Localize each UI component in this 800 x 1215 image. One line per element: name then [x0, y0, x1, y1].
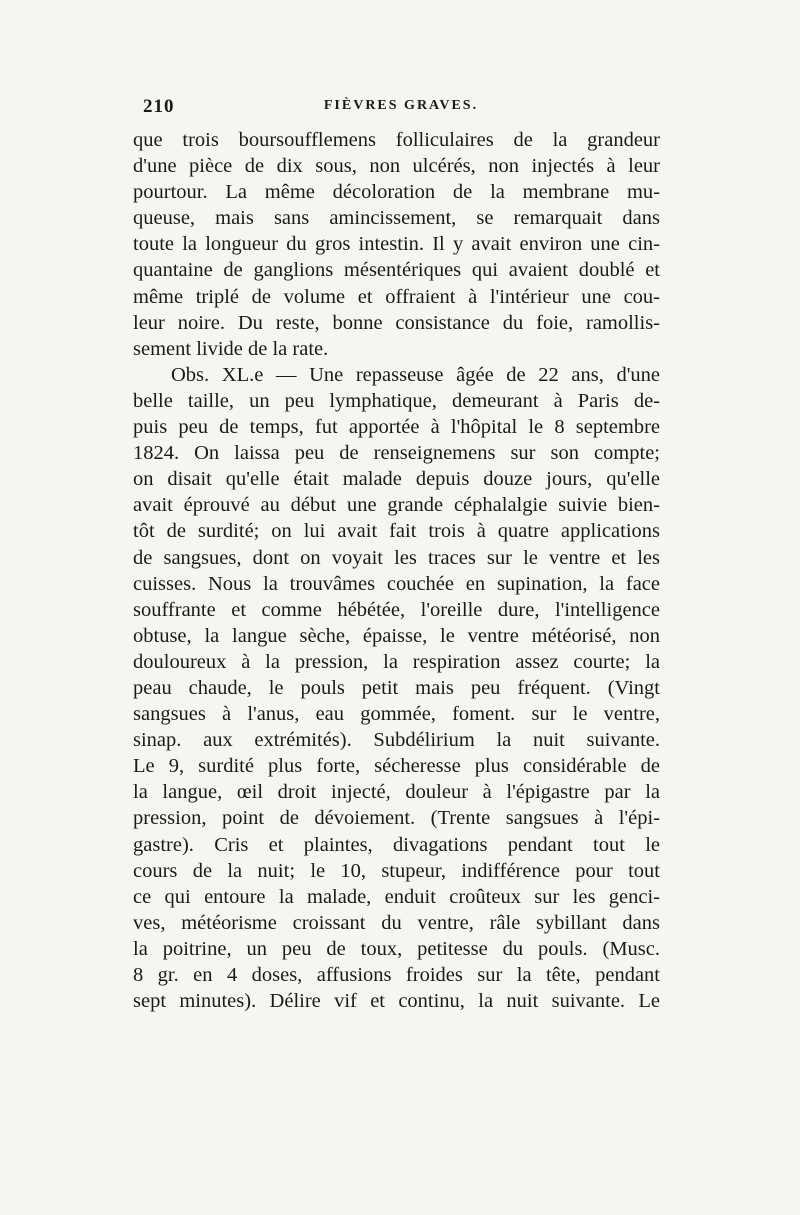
page-number: 210 — [143, 96, 175, 117]
text-line: obtuse, la langue sèche, épaisse, le ventre météorisé, non — [133, 624, 660, 647]
text-line: pourtour. La même décoloration de la membrane mu- — [133, 181, 660, 204]
text-line: tôt de surdité; on lui avait fait trois à quatre applications — [133, 520, 660, 543]
text-line: gastre). Cris et plaintes, divagations pendant tout le — [133, 833, 660, 856]
text-line: que trois boursoufflemens folliculaires de la grandeur — [133, 129, 660, 151]
text-line: ves, météorisme croissant du ventre, râle sybillant dans — [133, 911, 660, 934]
text-line: queuse, mais sans amincissement, se remarquait dans — [133, 207, 660, 230]
text-line: de sangsues, dont on voyait les traces sur le ventre et les — [133, 546, 660, 569]
text-line: 8 gr. en 4 doses, affusions froides sur la tête, pendant — [133, 964, 660, 986]
text-line: sement livide de la rate. — [133, 337, 329, 360]
text-line: cours de la nuit; le 10, stupeur, indifférence pour tout — [133, 859, 660, 882]
body-text — [133, 127, 660, 1014]
text-line: la langue, œil droit injecté, douleur à l'épigastre par la — [133, 781, 660, 804]
text-line: toute la longueur du gros intestin. Il y avait environ une cin- — [133, 233, 660, 256]
text-line: même triplé de volume et offraient à l'intérieur une cou- — [133, 285, 660, 308]
text-line: avait éprouvé au début une grande céphalalgie suivie bien- — [133, 494, 660, 517]
text-line: sept minutes). Délire vif et continu, la nuit suivante. Le — [133, 990, 660, 1013]
text-line: d'une pièce de dix sous, non ulcérés, non injectés à leur — [133, 155, 660, 178]
text-line: puis peu de temps, fut apportée à l'hôpital le 8 septembre — [133, 416, 660, 439]
text-line: Le 9, surdité plus forte, sécheresse plus considérable de — [133, 755, 660, 778]
running-head: FIÈVRES GRAVES. — [323, 98, 479, 113]
text-line: sangsues à l'anus, eau gommée, foment. sur le ventre, — [133, 703, 660, 726]
text-line: la poitrine, un peu de toux, petitesse du pouls. (Musc. — [133, 937, 660, 960]
text-line: souffrante et comme hébétée, l'oreille dure, l'intelligence — [133, 598, 660, 621]
text-line: douloureux à la pression, la respiration assez courte; la — [133, 650, 660, 673]
text-line: quantaine de ganglions mésentériques qui avaient doublé et — [133, 259, 660, 282]
page-header — [133, 96, 669, 120]
text-line: peau chaude, le pouls petit mais peu fréquent. (Vingt — [133, 676, 660, 699]
text-line: ce qui entoure la malade, enduit croûteux sur les genci- — [133, 885, 660, 908]
text-line: on disait qu'elle était malade depuis douze jours, qu'elle — [133, 468, 660, 491]
text-line: cuisses. Nous la trouvâmes couchée en supination, la face — [133, 572, 660, 595]
observation-heading-line: Obs. XL.e — Une repasseuse âgée de 22 ans, d'une — [171, 363, 660, 386]
text-line: 1824. On laissa peu de renseignemens sur son compte; — [133, 442, 660, 465]
text-line: belle taille, un peu lymphatique, demeurant à Paris de- — [133, 389, 660, 412]
text-line: leur noire. Du reste, bonne consistance du foie, ramollis- — [133, 311, 660, 334]
text-line: pression, point de dévoiement. (Trente sangsues à l'épi- — [133, 807, 660, 830]
text-line: sinap. aux extrémités). Subdélirium la nuit suivante. — [133, 729, 660, 752]
